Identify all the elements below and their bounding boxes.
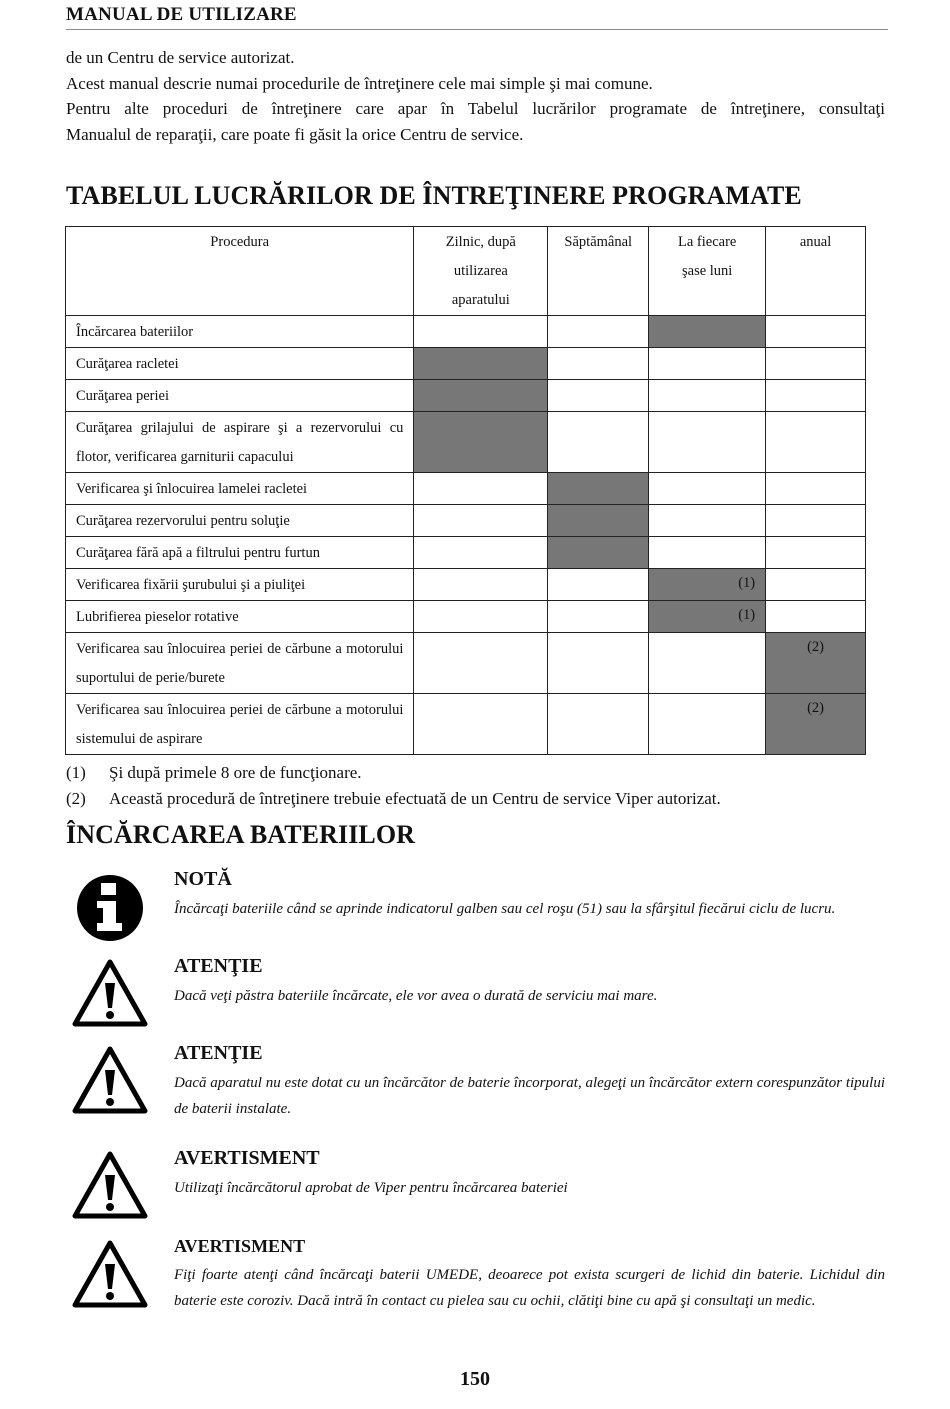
footnote-number: (1) <box>66 763 86 782</box>
schedule-cell <box>766 473 866 505</box>
procedure-cell: Lubrifierea pieselor rotative <box>66 601 414 633</box>
table-row <box>66 316 866 348</box>
schedule-cell <box>414 633 548 694</box>
schedule-cell-filled: (1) <box>649 601 766 633</box>
maintenance-schedule-table <box>65 226 866 755</box>
schedule-cell <box>548 412 649 473</box>
table-row <box>66 633 866 694</box>
table-row <box>66 569 866 601</box>
schedule-cell-filled <box>548 505 649 537</box>
notice-text: Dacă aparatul nu este dotat cu un încărcător de baterie încorporat, alegeţi un încărcător extern corespunzător tipului de baterii instalate. <box>174 1075 885 1117</box>
schedule-cell <box>414 569 548 601</box>
schedule-cell <box>649 348 766 380</box>
schedule-cell <box>766 505 866 537</box>
intro-line-2: Acest manual descrie numai procedurile de întreţinere cele mai simple şi mai comune. <box>66 73 653 93</box>
procedure-cell: Verificarea şi înlocuirea lamelei racletei <box>66 473 414 505</box>
schedule-cell <box>548 348 649 380</box>
notice-text: Încărcaţi bateriile când se aprinde indicatorul galben sau cel roşu (51) sau la sfârşitul fiecărui ciclu de lucru. <box>174 901 836 917</box>
caution-notice <box>70 1042 886 1132</box>
battery-charging-title: ÎNCĂRCAREA BATERIILOR <box>66 820 416 849</box>
table-header-row <box>66 227 866 316</box>
footnote-number: (2) <box>66 789 86 808</box>
table-row <box>66 380 866 412</box>
warning-icon <box>70 1042 150 1122</box>
notice-text: Fiţi foarte atenţi când încărcaţi baterii UMEDE, deoarece pot exista scurgeri de lichid din baterie. Lichidul din baterie este coroziv. Dacă intră în contact cu pielea sau cu ochii, clătiţi bine cu apă şi consultaţi un medic. <box>174 1267 885 1309</box>
schedule-cell-filled <box>414 380 548 412</box>
schedule-cell <box>649 694 766 755</box>
schedule-cell-filled <box>548 537 649 569</box>
schedule-cell <box>649 633 766 694</box>
intro-line-4: Manualul de reparaţii, care poate fi găsit la orice Centru de service. <box>66 125 524 145</box>
footnote-text: Această procedură de întreţinere trebuie efectuată de un Centru de service Viper autorizat. <box>109 789 721 808</box>
schedule-cell-filled: (2) <box>766 633 866 694</box>
procedure-cell: Curăţarea grilajului de aspirare şi a rezervorului cu flotor, verificarea garniturii capacului <box>66 412 414 473</box>
schedule-cell <box>766 601 866 633</box>
warning-notice <box>70 1147 886 1237</box>
table-footnotes <box>66 760 721 812</box>
schedule-cell <box>548 569 649 601</box>
intro-text <box>66 45 885 148</box>
warning-notice <box>70 1236 886 1346</box>
schedule-cell <box>548 380 649 412</box>
caution-notice <box>70 955 886 1045</box>
table-row <box>66 537 866 569</box>
schedule-cell <box>766 348 866 380</box>
schedule-cell <box>548 316 649 348</box>
schedule-cell-filled: (2) <box>766 694 866 755</box>
table-row <box>66 505 866 537</box>
header-procedure: Procedura <box>66 227 414 316</box>
schedule-cell <box>414 505 548 537</box>
footnote-2 <box>66 786 721 812</box>
schedule-cell <box>414 473 548 505</box>
schedule-cell-filled <box>548 473 649 505</box>
info-icon <box>70 868 150 948</box>
notice-text: Utilizaţi încărcătorul aprobat de Viper pentru încărcarea bateriei <box>174 1180 568 1196</box>
header-daily: Zilnic, după utilizarea aparatului <box>414 227 548 316</box>
footnote-1 <box>66 760 721 786</box>
procedure-cell: Încărcarea bateriilor <box>66 316 414 348</box>
schedule-cell <box>548 694 649 755</box>
header-weekly: Săptămânal <box>548 227 649 316</box>
schedule-cell <box>414 316 548 348</box>
schedule-cell <box>649 380 766 412</box>
schedule-cell-filled <box>414 412 548 473</box>
warning-icon <box>70 955 150 1035</box>
schedule-cell <box>649 473 766 505</box>
schedule-cell-filled <box>649 316 766 348</box>
table-row <box>66 348 866 380</box>
schedule-cell <box>766 316 866 348</box>
schedule-cell <box>649 537 766 569</box>
procedure-cell: Curăţarea fără apă a filtrului pentru furtun <box>66 537 414 569</box>
footnote-text: Şi după primele 8 ore de funcţionare. <box>109 763 362 782</box>
schedule-cell <box>649 505 766 537</box>
schedule-cell <box>766 569 866 601</box>
warning-icon <box>70 1147 150 1227</box>
page-number: 150 <box>460 1368 490 1390</box>
procedure-cell: Curăţarea racletei <box>66 348 414 380</box>
warning-icon <box>70 1236 150 1316</box>
table-row <box>66 694 866 755</box>
procedure-cell: Curăţarea periei <box>66 380 414 412</box>
notice-title: NOTĂ <box>174 868 232 890</box>
note-notice <box>70 868 886 958</box>
schedule-cell <box>766 537 866 569</box>
procedure-cell: Verificarea fixării şurubului şi a piuliţei <box>66 569 414 601</box>
schedule-cell <box>414 601 548 633</box>
notice-title: AVERTISMENT <box>174 1236 306 1256</box>
procedure-cell: Verificarea sau înlocuirea periei de cărbune a motorului suportului de perie/burete <box>66 633 414 694</box>
manual-title: MANUAL DE UTILIZARE <box>66 4 297 25</box>
procedure-cell: Curăţarea rezervorului pentru soluţie <box>66 505 414 537</box>
intro-line-1: de un Centru de service autorizat. <box>66 48 295 67</box>
intro-line-3: Pentru alte proceduri de întreţinere care apar în Tabelul lucrărilor programate de întreţinere, consultaţi <box>66 99 885 119</box>
table-row <box>66 601 866 633</box>
schedule-cell <box>548 601 649 633</box>
notice-text: Dacă veţi păstra bateriile încărcate, ele vor avea o durată de serviciu mai mare. <box>174 988 658 1004</box>
notice-title: ATENŢIE <box>174 955 263 977</box>
schedule-cell <box>548 633 649 694</box>
notice-title: AVERTISMENT <box>174 1147 320 1169</box>
page-header <box>66 4 888 30</box>
header-six-months: La fiecare şase luni <box>649 227 766 316</box>
schedule-cell <box>649 412 766 473</box>
notice-title: ATENŢIE <box>174 1042 263 1064</box>
schedule-cell <box>414 694 548 755</box>
schedule-cell <box>766 412 866 473</box>
schedule-cell <box>414 537 548 569</box>
table-row <box>66 412 866 473</box>
header-annual: anual <box>766 227 866 316</box>
schedule-cell <box>766 380 866 412</box>
procedure-cell: Verificarea sau înlocuirea periei de cărbune a motorului sistemului de aspirare <box>66 694 414 755</box>
table-row <box>66 473 866 505</box>
schedule-cell-filled <box>414 348 548 380</box>
maintenance-table-title: TABELUL LUCRĂRILOR DE ÎNTREŢINERE PROGRAMATE <box>66 181 802 210</box>
schedule-cell-filled: (1) <box>649 569 766 601</box>
